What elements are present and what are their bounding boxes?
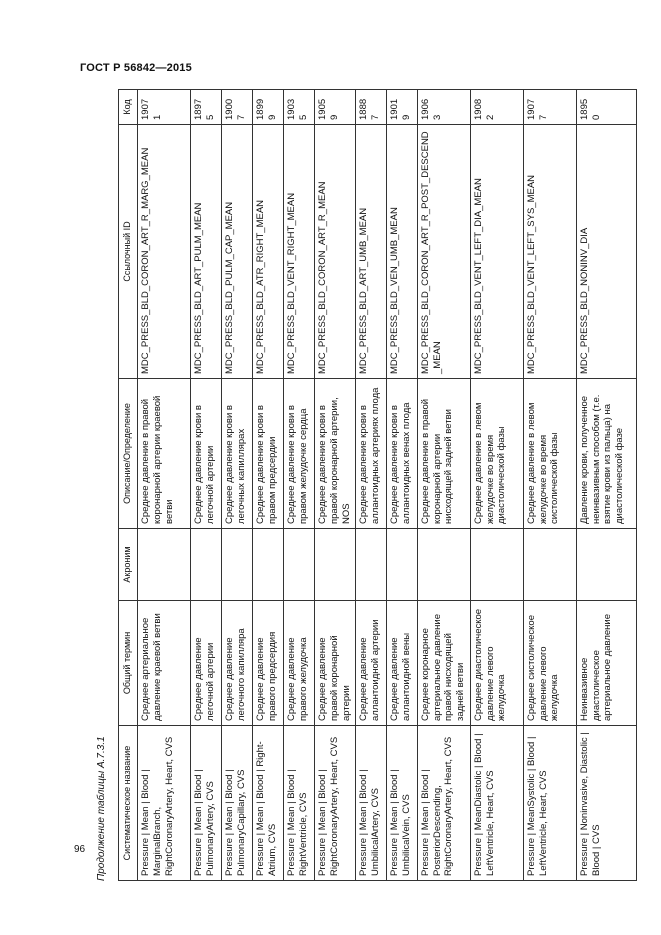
systematic-name-cell: Pressure | MeanSystolic | Blood | LeftVentricle, Heart, CVS xyxy=(523,726,576,881)
systematic-name-cell: Pressure | Noninvasive, Diastolic | Blood | CVS xyxy=(576,726,636,881)
acronym-cell xyxy=(284,529,315,601)
description-cell: Среднее давление крови в аллантоидных венах плода xyxy=(386,379,417,529)
column-header: Систематическое название xyxy=(119,726,138,881)
reference-id-cell: MDC_PRESS_BLD_NONINV_DIA xyxy=(576,125,636,379)
reference-id-cell: MDC_PRESS_BLD_VEN_UMB_MEAN xyxy=(386,125,417,379)
common-term-cell: Среднее давление правой коронарной артерии xyxy=(315,601,356,726)
systematic-name-cell: Pressure | Mean | Blood | PosteriorDescending, RightCoronaryArtery, Heart, CVS xyxy=(417,726,470,881)
acronym-cell xyxy=(315,529,356,601)
systematic-name-cell: Pressure | Mean | Blood | RightCoronaryArtery, Heart, CVS xyxy=(315,726,356,881)
document-header: ГОСТ Р 56842—2015 xyxy=(80,62,192,74)
data-table xyxy=(118,89,637,881)
acronym-cell xyxy=(386,529,417,601)
code-cell: 19071 xyxy=(138,90,191,125)
table-row xyxy=(284,90,315,881)
acronym-cell xyxy=(222,529,253,601)
table-row xyxy=(253,90,284,881)
description-cell: Среднее давление в левом желудочке во время диастолической фазы xyxy=(470,379,523,529)
common-term-cell: Среднее систолическое давление левого желудочка xyxy=(523,601,576,726)
common-term-cell: Среднее давление аллантоидной вены xyxy=(386,601,417,726)
table-row xyxy=(191,90,222,881)
acronym-cell xyxy=(470,529,523,601)
reference-id-cell: MDC_PRESS_BLD_ATR_RIGHT_MEAN xyxy=(253,125,284,379)
code-cell: 18999 xyxy=(253,90,284,125)
reference-id-cell: MDC_PRESS_BLD_VENT_LEFT_SYS_MEAN xyxy=(523,125,576,379)
reference-id-cell: MDC_PRESS_BLD_CORON_ART_R_POST_DESCEND_MEAN xyxy=(417,125,470,379)
column-header: Акроним xyxy=(119,529,138,601)
systematic-name-cell: Pressure | Mean | Blood | Right-Atrium, CVS xyxy=(253,726,284,881)
code-cell: 19019 xyxy=(386,90,417,125)
acronym-cell xyxy=(523,529,576,601)
reference-id-cell: MDC_PRESS_BLD_CORON_ART_R_MARG_MEAN xyxy=(138,125,191,379)
common-term-cell: Среднее диастолическое давление левого желудочка xyxy=(470,601,523,726)
systematic-name-cell: Pressure | Mean | Blood | MarginalBranch, RightCoronaryArtery, Heart, CVS xyxy=(138,726,191,881)
common-term-cell: Среднее коронарное артериальное давление правой нисходящей задней ветви xyxy=(417,601,470,726)
table-caption: Продолжение таблицы А.7.3.1 xyxy=(96,736,107,881)
description-cell: Среднее давление крови в правом желудочке сердца xyxy=(284,379,315,529)
description-cell: Среднее давление крови в правом предсердии xyxy=(253,379,284,529)
acronym-cell xyxy=(191,529,222,601)
systematic-name-cell: Pressure | Mean | Blood | PulmonaryArtery, CVS xyxy=(191,726,222,881)
description-cell: Среднее давление в правой коронарной артерии краевой ветви xyxy=(138,379,191,529)
table-row xyxy=(138,90,191,881)
table-row xyxy=(222,90,253,881)
systematic-name-cell: Pressure | Mean | Blood | UmbilicalArtery, CVS xyxy=(355,726,386,881)
description-cell: Давление крови, полученное неинвазивным способом (т.е. взятие крови из пальца) на диастолической фазе xyxy=(576,379,636,529)
code-cell: 19077 xyxy=(523,90,576,125)
code-cell: 18950 xyxy=(576,90,636,125)
table-row xyxy=(315,90,356,881)
code-cell: 19059 xyxy=(315,90,356,125)
description-cell: Среднее давление крови в аллантоидных артериях плода xyxy=(355,379,386,529)
table-row xyxy=(417,90,470,881)
common-term-cell: Среднее давление правого желудочка xyxy=(284,601,315,726)
description-cell: Среднее давление в правой коронарной артерии нисходящей задней ветви xyxy=(417,379,470,529)
code-cell: 18887 xyxy=(355,90,386,125)
description-cell: Среднее давление в левом желудочке во время систолической фазы xyxy=(523,379,576,529)
systematic-name-cell: Pressure | MeanDiastolic | Blood | LeftVentricle, Heart, CVS xyxy=(470,726,523,881)
table-header-row xyxy=(119,90,138,881)
description-cell: Среднее давление крови в правой коронарной артерии, NOS xyxy=(315,379,356,529)
common-term-cell: Среднее давление легочной артерии xyxy=(191,601,222,726)
code-cell: 18975 xyxy=(191,90,222,125)
column-header: Код xyxy=(119,90,138,125)
acronym-cell xyxy=(253,529,284,601)
common-term-cell: Среднее давление правого предсердия xyxy=(253,601,284,726)
acronym-cell xyxy=(138,529,191,601)
description-cell: Среднее давление крови в легочной артерии xyxy=(191,379,222,529)
table-container xyxy=(96,90,630,881)
reference-id-cell: MDC_PRESS_BLD_VENT_LEFT_DIA_MEAN xyxy=(470,125,523,379)
systematic-name-cell: Pressure | Mean | Blood | PulmonaryCapillary, CVS xyxy=(222,726,253,881)
description-cell: Среднее давление крови в легочных капиллярах xyxy=(222,379,253,529)
common-term-cell: Среднее артериальное давление краевой ветви xyxy=(138,601,191,726)
table-row xyxy=(576,90,636,881)
common-term-cell: Среднее давление легочного капилляра xyxy=(222,601,253,726)
code-cell: 19063 xyxy=(417,90,470,125)
acronym-cell xyxy=(576,529,636,601)
column-header: Общий термин xyxy=(119,601,138,726)
common-term-cell: Неинвазивное диастолическое артериальное давление xyxy=(576,601,636,726)
common-term-cell: Среднее давление аллантоидной артерии xyxy=(355,601,386,726)
reference-id-cell: MDC_PRESS_BLD_CORON_ART_R_MEAN xyxy=(315,125,356,379)
column-header: Ссылочный ID xyxy=(119,125,138,379)
systematic-name-cell: Pressure | Mean | Blood | UmbilicalVein, CVS xyxy=(386,726,417,881)
acronym-cell xyxy=(355,529,386,601)
systematic-name-cell: Pressure | Mean | Blood | RightVentricle, CVS xyxy=(284,726,315,881)
table-row xyxy=(523,90,576,881)
column-header: Описание/Определение xyxy=(119,379,138,529)
code-cell: 19007 xyxy=(222,90,253,125)
acronym-cell xyxy=(417,529,470,601)
code-cell: 19035 xyxy=(284,90,315,125)
table-row xyxy=(470,90,523,881)
reference-id-cell: MDC_PRESS_BLD_ART_UMB_MEAN xyxy=(355,125,386,379)
reference-id-cell: MDC_PRESS_BLD_PULM_CAP_MEAN xyxy=(222,125,253,379)
code-cell: 19082 xyxy=(470,90,523,125)
table-row xyxy=(355,90,386,881)
reference-id-cell: MDC_PRESS_BLD_ART_PULM_MEAN xyxy=(191,125,222,379)
page-number: 96 xyxy=(74,844,86,855)
table-row xyxy=(386,90,417,881)
reference-id-cell: MDC_PRESS_BLD_VENT_RIGHT_MEAN xyxy=(284,125,315,379)
